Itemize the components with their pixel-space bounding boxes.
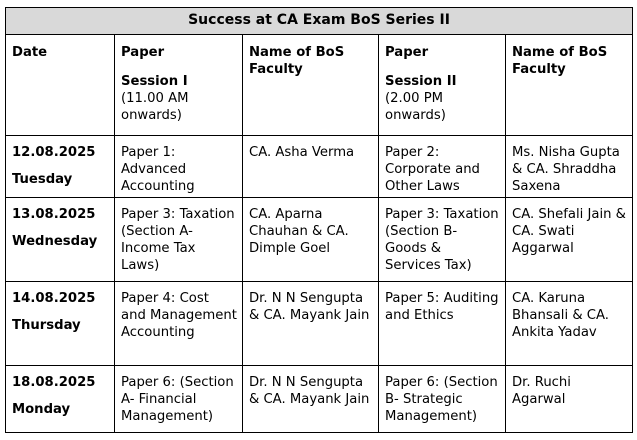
session2-paper-cell: Paper 3: Taxation (Section B- Goods & Services Tax)	[379, 198, 506, 282]
table-row	[6, 198, 633, 282]
session2-paper-cell: Paper 5: Auditing and Ethics	[379, 282, 506, 366]
header-session1-time: (11.00 AM onwards)	[121, 91, 189, 123]
header-session1-label: Session I	[121, 74, 188, 89]
faculty1-cell: Dr. N N Sengupta & CA. Mayank Jain	[243, 282, 379, 366]
table-row	[6, 282, 633, 366]
header-date	[6, 35, 115, 136]
faculty2-cell: CA. Karuna Bhansali & CA. Ankita Yadav	[506, 282, 633, 366]
session2-paper-cell: Paper 6: (Section B- Strategic Management)	[379, 366, 506, 433]
date-value: 13.08.2025	[12, 207, 96, 222]
header-paper2-label: Paper	[385, 45, 429, 60]
header-session1-paper	[115, 35, 243, 136]
day-value: Thursday	[12, 318, 81, 333]
date-cell	[6, 198, 115, 282]
session1-paper-cell: Paper 6: (Section A- Financial Management)	[115, 366, 243, 433]
day-value: Monday	[12, 402, 71, 417]
table-row	[6, 136, 633, 198]
session1-paper-cell: Paper 4: Cost and Management Accounting	[115, 282, 243, 366]
header-row	[6, 35, 633, 136]
session1-paper-cell: Paper 3: Taxation (Section A- Income Tax Laws)	[115, 198, 243, 282]
table-title: Success at CA Exam BoS Series II	[6, 8, 633, 35]
header-session2-paper	[379, 35, 506, 136]
header-paper1-label: Paper	[121, 45, 165, 60]
header-date-label: Date	[12, 45, 48, 60]
faculty2-cell: Ms. Nisha Gupta & CA. Shraddha Saxena	[506, 136, 633, 198]
date-cell	[6, 366, 115, 433]
session1-paper-cell: Paper 1: Advanced Accounting	[115, 136, 243, 198]
faculty2-cell: CA. Shefali Jain & CA. Swati Aggarwal	[506, 198, 633, 282]
date-value: 14.08.2025	[12, 291, 96, 306]
header-session2-label: Session II	[385, 74, 457, 89]
faculty2-cell: Dr. Ruchi Agarwal	[506, 366, 633, 433]
faculty1-cell: CA. Aparna Chauhan & CA. Dimple Goel	[243, 198, 379, 282]
header-faculty2-label: Name of BoS Faculty	[512, 45, 608, 77]
table-row	[6, 366, 633, 433]
date-value: 18.08.2025	[12, 375, 96, 390]
schedule-table	[5, 7, 633, 433]
header-faculty2	[506, 35, 633, 136]
faculty1-cell: Dr. N N Sengupta & CA. Mayank Jain	[243, 366, 379, 433]
day-value: Tuesday	[12, 172, 73, 187]
day-value: Wednesday	[12, 234, 98, 249]
header-session2-time: (2.00 PM onwards)	[385, 91, 446, 123]
date-cell	[6, 282, 115, 366]
header-faculty1	[243, 35, 379, 136]
session2-paper-cell: Paper 2: Corporate and Other Laws	[379, 136, 506, 198]
title-row	[6, 8, 633, 35]
date-cell	[6, 136, 115, 198]
faculty1-cell: CA. Asha Verma	[243, 136, 379, 198]
header-faculty1-label: Name of BoS Faculty	[249, 45, 345, 77]
date-value: 12.08.2025	[12, 145, 96, 160]
